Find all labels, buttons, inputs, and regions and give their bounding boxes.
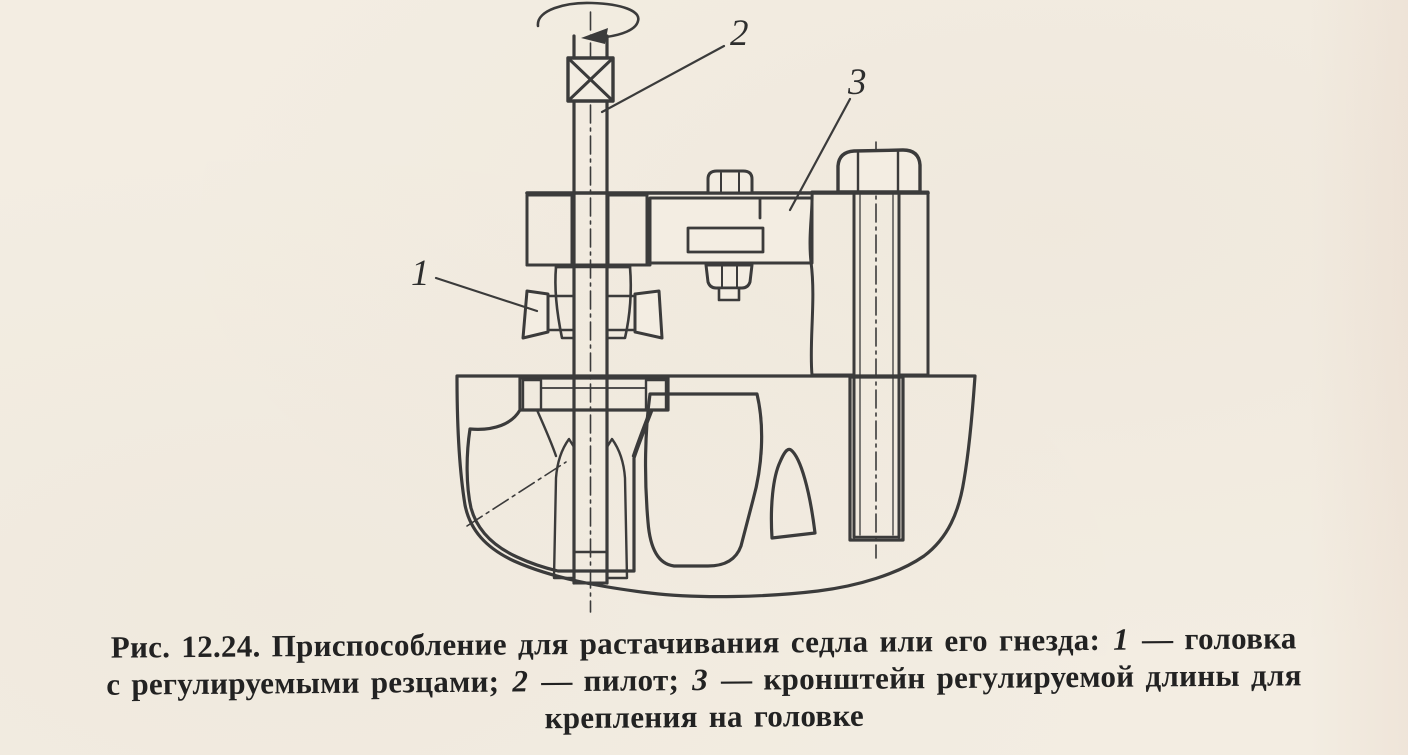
bracket-arm [650,198,812,263]
seat-throat-curve [537,410,556,456]
valve-axis-centerline [467,462,566,526]
caption-callout-number: 3 [692,661,709,698]
figure-caption [0,618,1408,740]
cylinder-head-section [457,376,975,597]
drive-square [568,58,613,101]
clamp-stud [854,142,899,558]
caption-text: — головка [1130,620,1297,657]
hex-bolt [838,150,920,192]
caption-text: крепления на головке [544,697,865,736]
valve-seat-ring [523,380,666,410]
bracket-bottom-bolt [706,265,752,300]
caption-text: с регулируемыми резцами; [106,663,511,702]
callout-2: 2 [730,13,749,54]
caption-text: — кронштейн регулируемой длины для [709,657,1302,697]
caption-callout-number: 2 [512,663,529,699]
cutter-left [523,291,548,338]
arrowhead [581,28,608,44]
leader-line-1 [436,278,537,311]
rotation-arrow [538,3,638,44]
cutter-right [635,291,662,338]
callout-1: 1 [411,253,430,294]
bracket-top-bolt [708,171,752,193]
caption-text: Рис. 12.24. [110,628,272,665]
leader-line-2 [602,46,724,112]
caption-text: — пилот; [530,662,691,699]
boring-head [523,267,662,338]
support-column [810,192,928,375]
pilot-shaft [568,12,613,612]
callout-3: 3 [848,62,867,103]
caption-callout-number: 1 [1113,621,1130,657]
caption-text: Приспособление для растачивания седла или его гнезда: [271,621,1112,664]
